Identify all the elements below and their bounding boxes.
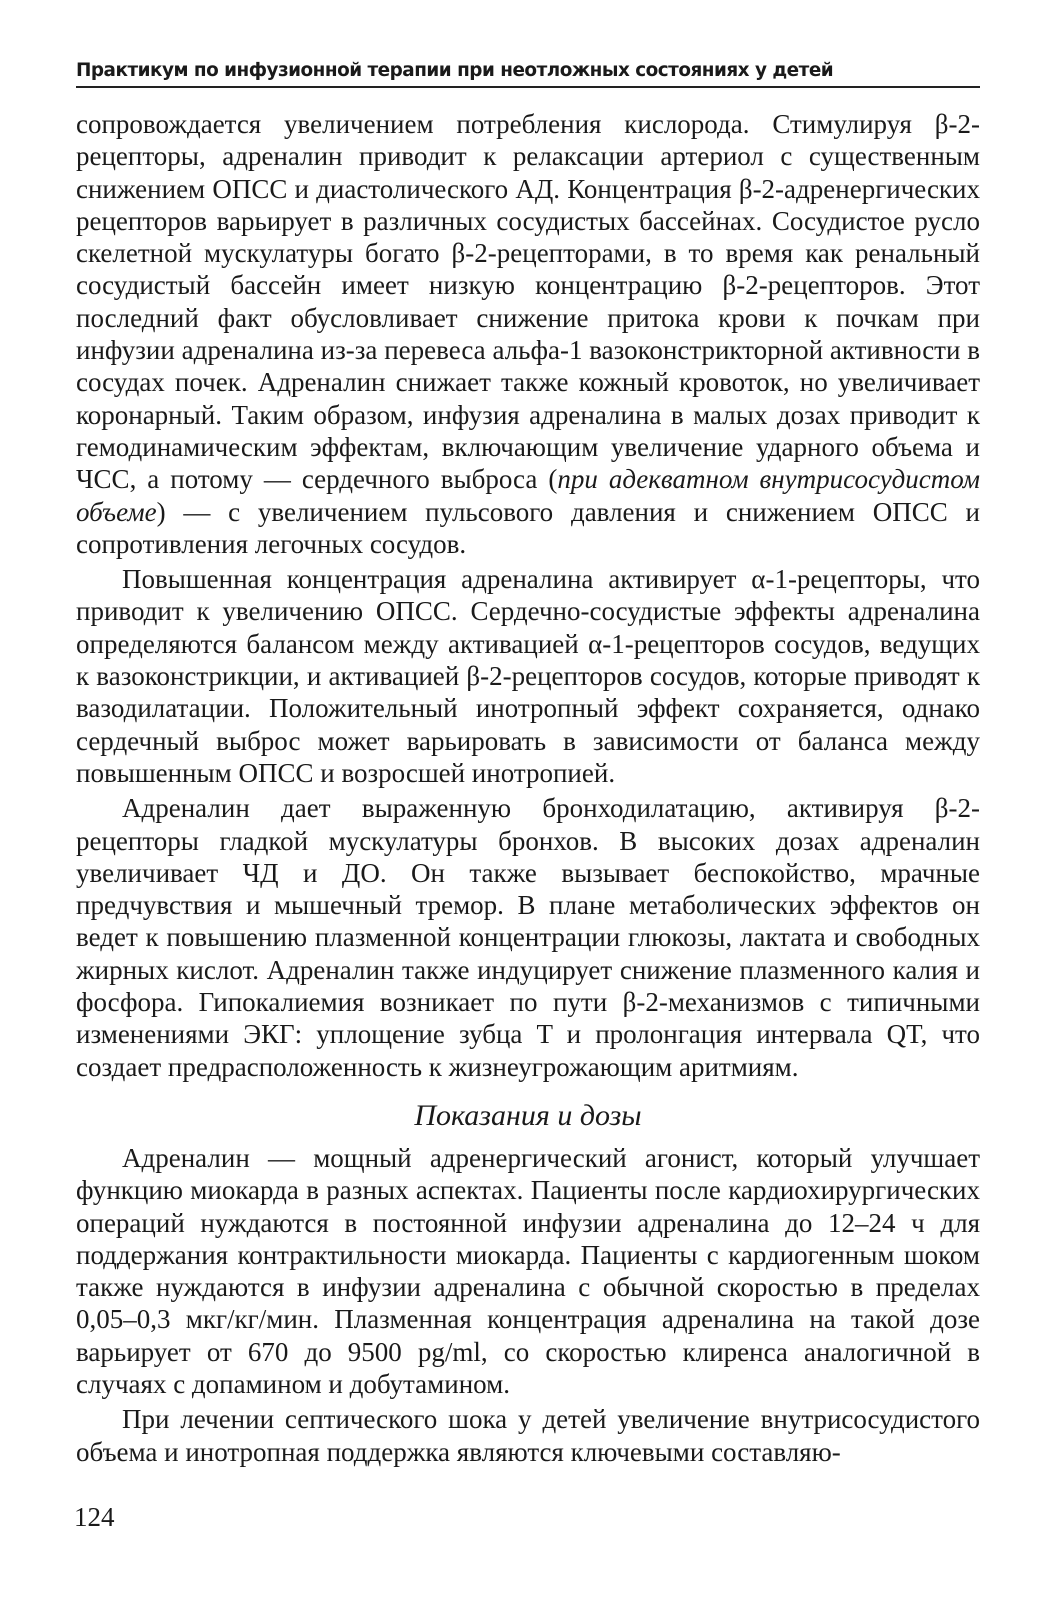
page-number: 124 [74, 1502, 115, 1532]
paragraph-1-tail: ) — с увеличением пульсового давления и снижением ОПСС и сопротивления легочных сосудов. [76, 496, 980, 559]
paragraph-1 [76, 108, 980, 560]
paragraph-3: Адреналин дает выраженную бронходилатацию, активируя β-2-рецепторы гладкой мускулатуры бронхов. В высоких дозах адреналин увеличивает ЧД и ДО. Он также вызывает беспокойство, мрачные предчувствия и мышечный тремор. В плане метаболических эффектов он ведет к повышению плазменной концентрации глюкозы, лактата и свободных жирных кислот. Адреналин также индуцирует снижение плазменного калия и фосфора. Гипокалиемия возникает по пути β-2-механизмов с типичными изменениями ЭКГ: уплощение зубца T и пролонгация интервала QT, что создает предрасположенность к жизнеугрожающим аритмиям. [76, 793, 980, 1082]
paragraph-5: При лечении септического шока у детей увеличение внутрисосудистого объема и инотропная поддержка являются ключевыми составляю- [76, 1404, 980, 1467]
section-heading: Показания и дозы [414, 1098, 642, 1132]
paragraph-4: Адреналин — мощный адренергический агонист, который улучшает функцию миокарда в разных аспектах. Пациенты после кардиохирургических операций нуждаются в постоянной инфузии адреналина до 12–24 ч для поддержания контрактильности миокарда. Пациенты с кардиогенным шоком также нуждаются в инфузии адреналина с обычной скоростью в пределах 0,05–0,3 мкг/кг/мин. Плазменная концентрация адреналина на такой дозе варьирует от 670 до 9500 pg/ml, со скоростью клиренса аналогичной в случаях с допамином и добутамином. [76, 1142, 980, 1399]
paragraph-1-text: сопровождается увеличением потребления кислорода. Стимулируя β-2-рецепторы, адреналин приводит к релаксации артериол с существенным снижением ОПСС и диастолического АД. Концентрация β-2-адренергических рецепторов варьирует в различных сосудистых бассейнах. Сосудистое русло скелетной мускулатуры богато β-2-рецепторами, в то время как ренальный сосудистый бассейн имеет низкую концентрацию β-2-рецепторов. Этот последний факт обусловливает снижение притока крови к почкам при инфузии адреналина из-за перевеса альфа-1 вазоконстрикторной активности в сосудах почек. Адреналин снижает также кожный кровоток, но увеличивает коронарный. Таким образом, инфузия адреналина в малых дозах приводит к гемодинамическим эффектам, включающим увеличение ударного объема и ЧСС, а потому — сердечного выброса ( [76, 109, 980, 495]
running-header [76, 60, 980, 88]
running-title: Практикум по инфузионной терапии при неотложных состояниях у детей [76, 60, 834, 81]
page-body [76, 108, 980, 1471]
paragraph-1-italic: при адекватном внутрисосудистом объеме [76, 464, 980, 527]
paragraph-2: Повышенная концентрация адреналина активирует α-1-рецепторы, что приводит к увеличению ОПСС. Сердечно-сосудистые эффекты адреналина определяются балансом между активацией α-1-рецепторов сосудов, ведущих к вазоконстрикции, и активацией β-2-рецепторов сосудов, которые приводят к вазодилатации. Положительный инотропный эффект сохраняется, однако сердечный выброс может варьировать в зависимости от баланса между повышенным ОПСС и возросшей инотропией. [76, 564, 980, 788]
